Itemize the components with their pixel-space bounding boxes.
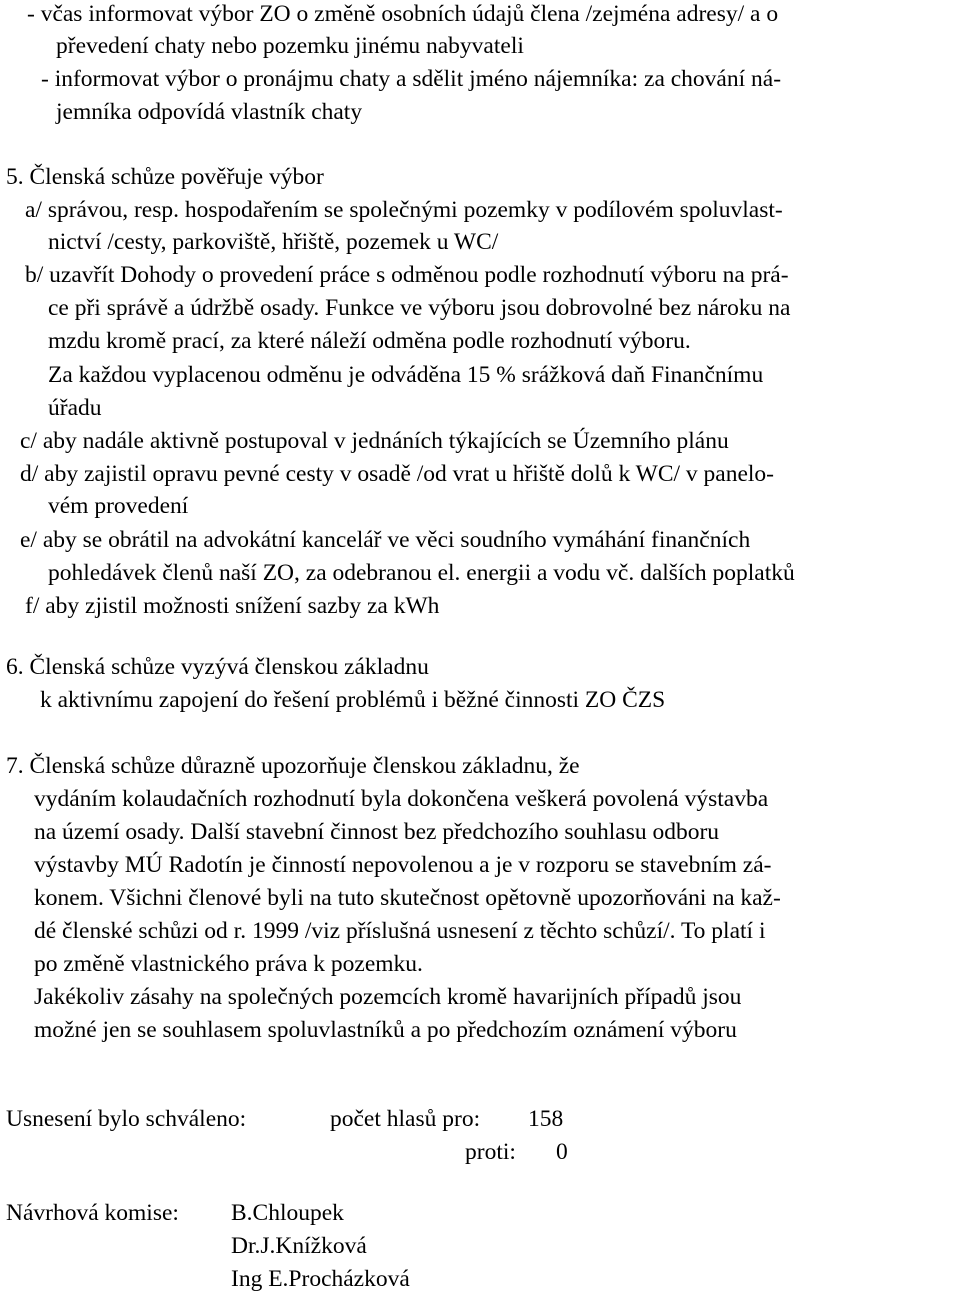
committee-member: B.Chloupek	[231, 1200, 344, 1226]
text-line: nictví /cesty, parkoviště, hřiště, pozemek u WC/	[48, 229, 499, 255]
text-line: jemníka odpovídá vlastník chaty	[56, 99, 363, 125]
text-line: - informovat výbor o pronájmu chaty a sdělit jméno nájemníka: za chování ná-	[41, 66, 782, 92]
section-heading: 5. Členská schůze pověřuje výbor	[6, 164, 324, 190]
text-line: možné jen se souhlasem spoluvlastníků a po předchozím oznámení výboru	[34, 1017, 737, 1043]
text-line: b/ uzavřít Dohody o provedení práce s odměnou podle rozhodnutí výboru na prá-	[25, 262, 789, 288]
text-line: dé členské schůzi od r. 1999 /viz příslušná usnesení z těchto schůzí/. To platí i	[34, 918, 766, 944]
text-line: vém provedení	[48, 493, 189, 519]
text-line: převedení chaty nebo pozemku jinému nabyvateli	[56, 33, 524, 59]
text-line: úřadu	[48, 395, 102, 421]
section-heading: 6. Členská schůze vyzývá členskou základnu	[6, 654, 429, 680]
text-line: po změně vlastnického práva k pozemku.	[34, 951, 423, 977]
text-line: na území osady. Další stavební činnost bez předchozího souhlasu odboru	[34, 819, 720, 845]
text-line: pohledávek členů naší ZO, za odebranou el. energii a vodu vč. dalších poplatků	[48, 560, 795, 586]
text-line: Jakékoliv zásahy na společných pozemcích kromě havarijních případů jsou	[34, 984, 742, 1010]
text-line: a/ správou, resp. hospodařením se společnými pozemky v podílovém spoluvlast-	[25, 197, 783, 223]
committee-member: Dr.J.Knížková	[231, 1233, 367, 1259]
vote-label: Usnesení bylo schváleno:	[6, 1106, 247, 1132]
vote-for-value: 158	[528, 1106, 564, 1132]
text-line: k aktivnímu zapojení do řešení problémů i běžné činnosti ZO ČZS	[40, 687, 666, 713]
text-line: d/ aby zajistil opravu pevné cesty v osadě /od vrat u hřiště dolů k WC/ v panelo-	[20, 461, 774, 487]
committee-member: Ing E.Procházková	[231, 1266, 410, 1292]
vote-for-label: počet hlasů pro:	[330, 1106, 481, 1132]
text-line: - včas informovat výbor ZO o změně osobních údajů člena /zejména adresy/ a o	[27, 1, 779, 27]
committee-label: Návrhová komise:	[6, 1200, 179, 1226]
text-line: ce při správě a údržbě osady. Funkce ve výboru jsou dobrovolné bez nároku na	[48, 295, 791, 321]
text-line: mzdu kromě prací, za které náleží odměna podle rozhodnutí výboru.	[48, 328, 691, 354]
section-heading: 7. Členská schůze důrazně upozorňuje členskou základnu, že	[6, 753, 580, 779]
vote-against-value: 0	[556, 1139, 568, 1165]
text-line: Za každou vyplacenou odměnu je odváděna 15 % srážková daň Finančnímu	[48, 362, 764, 388]
text-line: vydáním kolaudačních rozhodnutí byla dokončena veškerá povolená výstavba	[34, 786, 769, 812]
text-line: f/ aby zjistil možnosti snížení sazby za kWh	[25, 593, 440, 619]
vote-against-label: proti:	[465, 1139, 516, 1165]
text-line: c/ aby nadále aktivně postupoval v jednáních týkajících se Územního plánu	[20, 428, 729, 454]
text-line: konem. Všichni členové byli na tuto skutečnost opětovně upozorňováni na kaž-	[34, 885, 781, 911]
text-line: výstavby MÚ Radotín je činností nepovolenou a je v rozporu se stavebním zá-	[34, 852, 772, 878]
text-line: e/ aby se obrátil na advokátní kancelář ve věci soudního vymáhání finančních	[20, 527, 751, 553]
